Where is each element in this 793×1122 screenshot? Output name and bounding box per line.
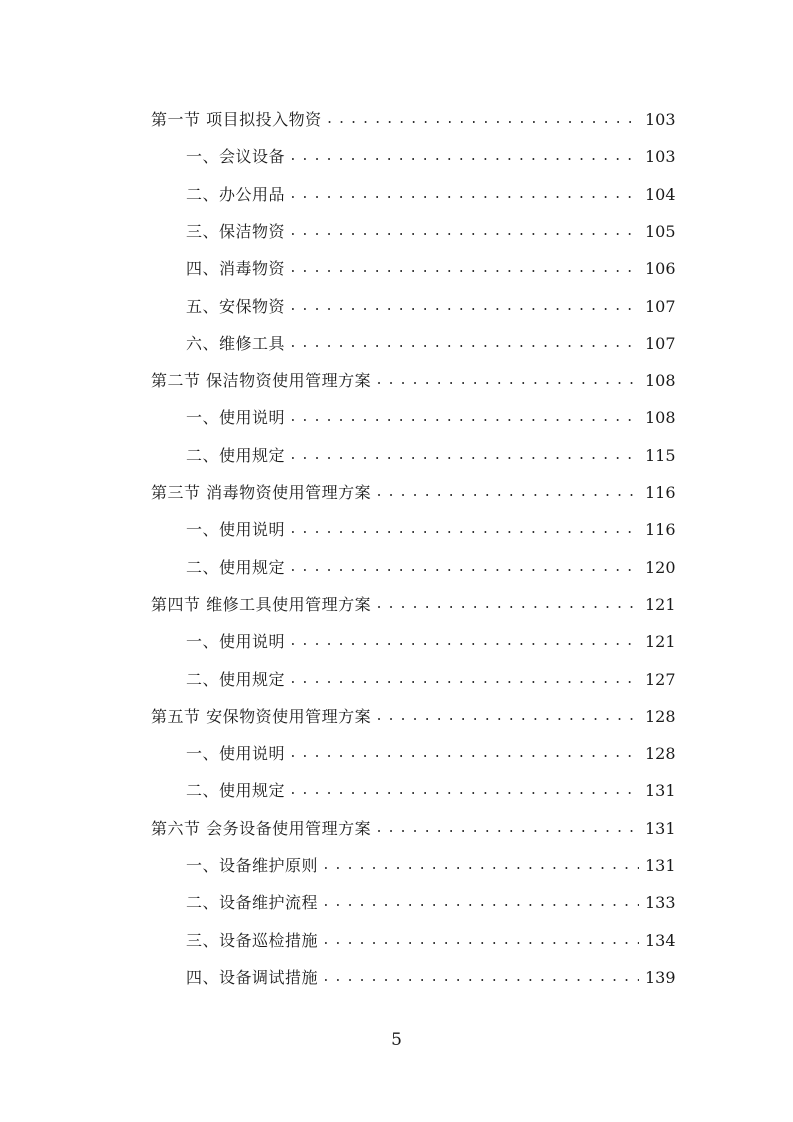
toc-entry[interactable]: [186, 623, 675, 660]
toc-entry-label: 一、使用说明: [186, 744, 286, 764]
toc-entry-label: 一、使用说明: [186, 408, 286, 428]
toc-page-number: 116: [645, 483, 676, 502]
toc-leader-dots: [375, 474, 639, 511]
toc-entry[interactable]: [151, 698, 675, 735]
toc-entry-label: 三、设备巡检措施: [186, 930, 319, 950]
toc-page-number: 131: [645, 781, 676, 801]
toc-page-number: 131: [645, 818, 676, 838]
toc-entry[interactable]: [151, 586, 675, 623]
toc-entry-label: 二、使用规定: [186, 781, 286, 801]
toc-page-number: 107: [645, 296, 676, 316]
toc-leader-dots: [326, 101, 639, 138]
toc-entry-label: 一、设备维护原则: [186, 856, 319, 875]
toc-page-number: 131: [645, 856, 676, 875]
toc-leader-dots: [289, 250, 639, 287]
toc-entry-label: 二、使用规定: [186, 445, 286, 465]
toc-entry[interactable]: [186, 138, 675, 175]
toc-leader-dots: [322, 922, 639, 959]
toc-leader-dots: [289, 735, 639, 772]
toc-page-number: 134: [645, 930, 676, 950]
toc-page-number: 108: [645, 408, 676, 428]
toc-page-number: 105: [645, 221, 676, 241]
toc-leader-dots: [322, 884, 639, 921]
toc-page-number: 121: [645, 632, 676, 652]
toc-leader-dots: [289, 623, 639, 660]
toc-entry[interactable]: [186, 325, 675, 362]
toc-page-number: 103: [645, 110, 676, 129]
toc-entry[interactable]: [151, 362, 675, 399]
toc-entry-label: 五、安保物资: [186, 296, 286, 316]
toc-leader-dots: [375, 362, 639, 399]
toc-entry-label: 四、消毒物资: [186, 259, 286, 279]
toc-page-number: 103: [645, 147, 676, 167]
toc-entry[interactable]: [186, 176, 675, 213]
toc-leader-dots: [289, 176, 639, 213]
toc-entry-label: 一、使用说明: [186, 520, 286, 540]
toc-leader-dots: [289, 288, 639, 325]
toc-entry[interactable]: [151, 474, 675, 511]
toc-entry-label: 第六节 会务设备使用管理方案: [151, 818, 372, 838]
toc-entry-label: 第四节 维修工具使用管理方案: [151, 594, 372, 614]
toc-entry[interactable]: [186, 511, 675, 548]
toc-leader-dots: [322, 847, 639, 884]
toc-page-number: 115: [645, 445, 676, 465]
toc-entry[interactable]: [151, 101, 675, 138]
toc-entry-label: 二、设备维护流程: [186, 893, 319, 913]
toc-page-number: 127: [645, 669, 676, 689]
toc-leader-dots: [289, 138, 639, 175]
toc-entry-label: 二、使用规定: [186, 669, 286, 689]
toc-entry-label: 一、使用说明: [186, 632, 286, 652]
toc-page-number: 104: [645, 184, 676, 204]
toc-page-number: 107: [645, 333, 676, 353]
toc-leader-dots: [289, 549, 639, 586]
toc-entry-label: 第二节 保洁物资使用管理方案: [151, 371, 372, 391]
toc-entry[interactable]: [151, 810, 675, 847]
toc-entry[interactable]: [186, 437, 675, 474]
toc-leader-dots: [289, 772, 639, 809]
toc-leader-dots: [375, 698, 639, 735]
toc-leader-dots: [289, 661, 639, 698]
toc-entry[interactable]: [186, 661, 675, 698]
page-number: 5: [391, 1030, 402, 1050]
toc-entry-label: 二、办公用品: [186, 184, 286, 204]
toc-entry[interactable]: [186, 549, 675, 586]
toc-entry-label: 第五节 安保物资使用管理方案: [151, 706, 372, 726]
toc-entry[interactable]: [186, 959, 675, 996]
toc-leader-dots: [289, 399, 639, 436]
toc-entry[interactable]: [186, 922, 675, 959]
toc-leader-dots: [375, 586, 639, 623]
toc-entry-label: 六、维修工具: [186, 333, 286, 353]
toc-entry-label: 二、使用规定: [186, 557, 286, 577]
toc-page-number: 121: [645, 594, 676, 614]
toc-leader-dots: [375, 810, 639, 847]
toc-page-number: 139: [645, 967, 676, 987]
toc-leader-dots: [289, 511, 639, 548]
toc-entry[interactable]: [186, 213, 675, 250]
toc-page-number: 128: [645, 706, 676, 726]
toc-entry[interactable]: [186, 735, 675, 772]
toc-entry[interactable]: [186, 399, 675, 436]
toc-entry-label: 一、会议设备: [186, 147, 286, 167]
toc-entry-label: 四、设备调试措施: [186, 967, 319, 987]
toc-page-number: 133: [645, 893, 676, 913]
toc-entry[interactable]: [186, 884, 675, 921]
toc-page-number: 116: [645, 520, 676, 540]
toc-entry-label: 第三节 消毒物资使用管理方案: [151, 483, 372, 502]
toc-entry[interactable]: [186, 250, 675, 287]
toc-page-number: 120: [645, 557, 676, 577]
toc-entry-label: 三、保洁物资: [186, 221, 286, 241]
toc-entry[interactable]: [186, 288, 675, 325]
toc-leader-dots: [289, 437, 639, 474]
toc-page-number: 128: [645, 744, 676, 764]
toc-leader-dots: [289, 325, 639, 362]
toc-page-number: 106: [645, 259, 676, 279]
toc-entry-label: 第一节 项目拟投入物资: [151, 110, 322, 129]
toc-entry[interactable]: [186, 847, 675, 884]
toc-leader-dots: [322, 959, 639, 996]
toc-leader-dots: [289, 213, 639, 250]
toc-page-number: 108: [645, 371, 676, 391]
toc-entry[interactable]: [186, 772, 675, 809]
